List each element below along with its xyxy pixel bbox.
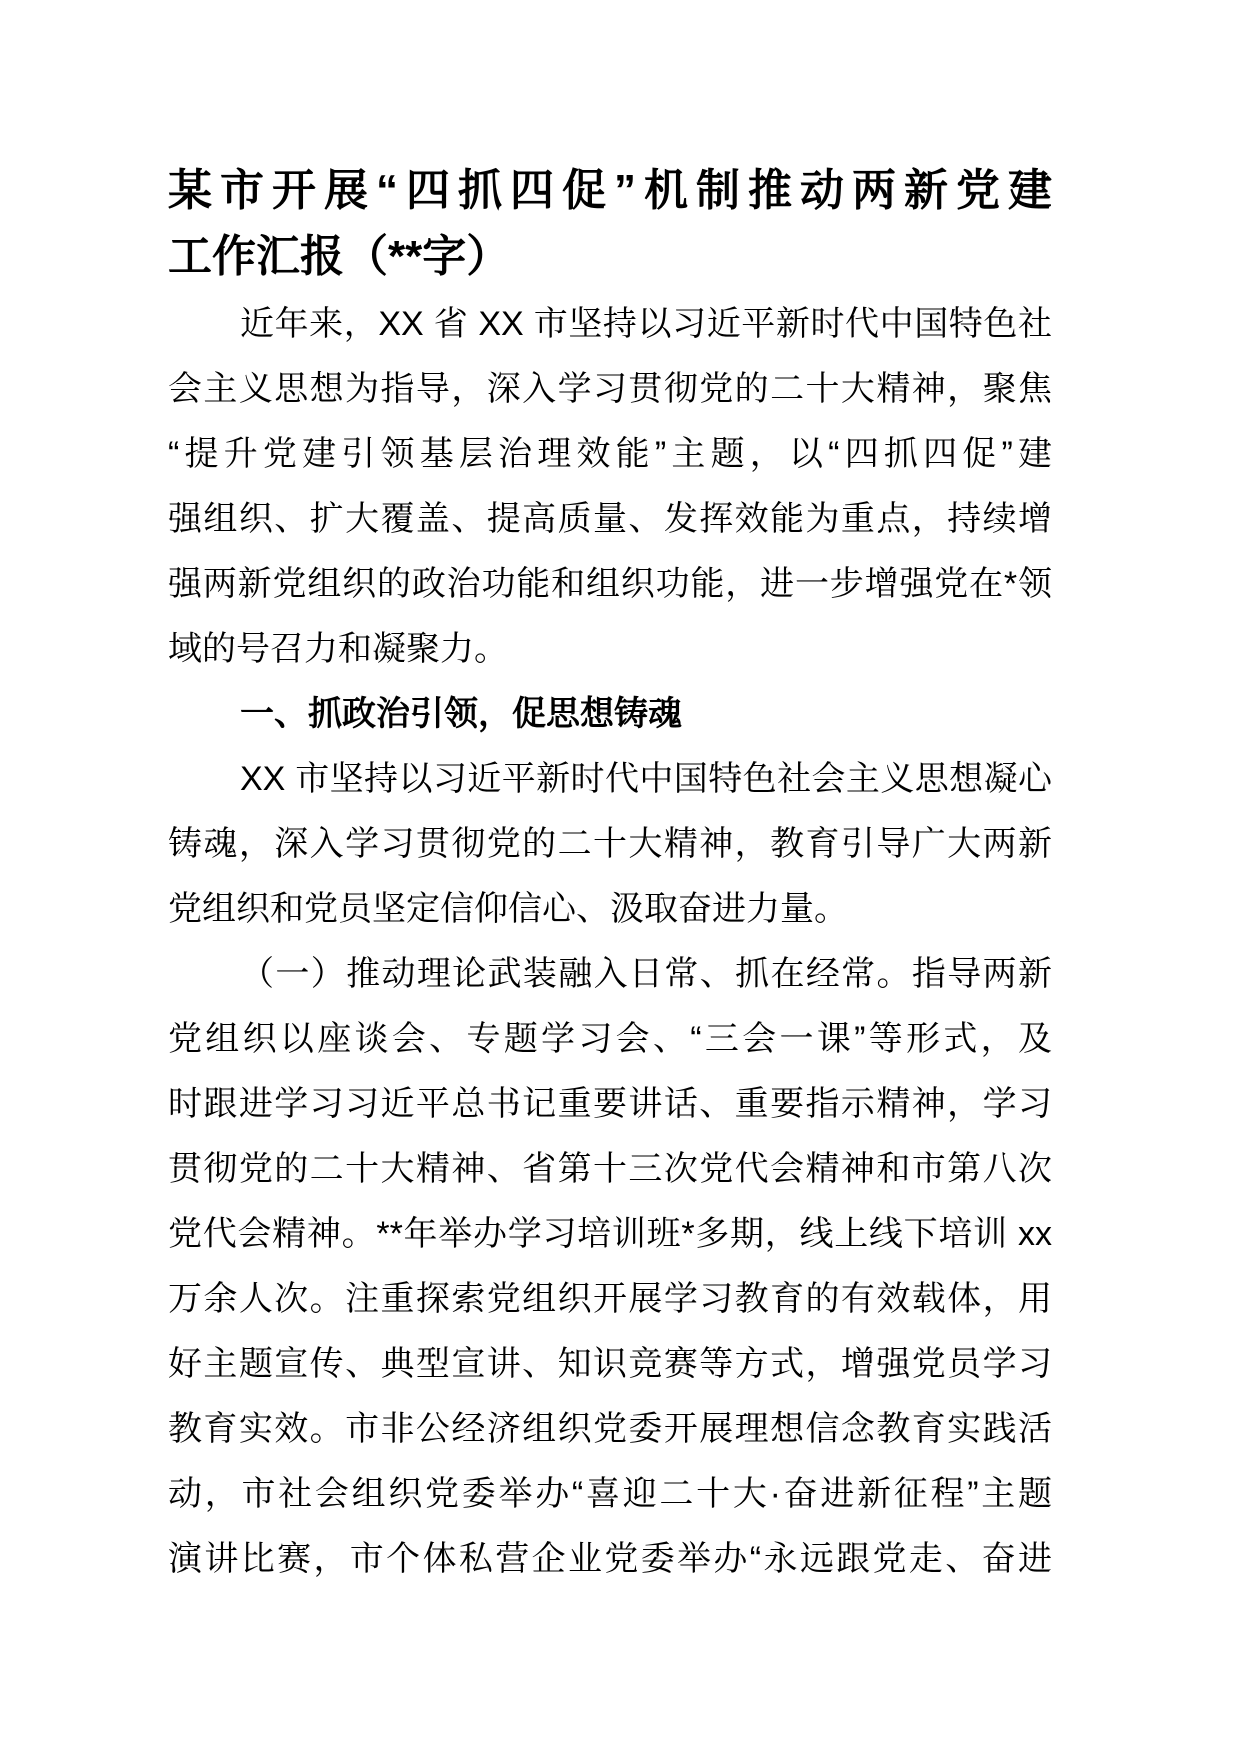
title-line: 某市开展“四抓四促”机制推动两新党建 [168,166,1052,215]
text-line: （一）推动理论武装融入日常、抓在经常。指导两新 [240,955,1052,993]
text-line: 强两新党组织的政治功能和组织功能，进一步增强党在*领 [168,565,1052,603]
text-line: 演讲比赛，市个体私营企业党委举办“永远跟党走、奋进 [168,1540,1052,1578]
text-line: 万余人次。注重探索党组织开展学习教育的有效载体，用 [168,1280,1052,1318]
text-line: 党代会精神。**年举办学习培训班*多期，线上线下培训 xx [168,1215,1052,1253]
text-line: 动，市社会组织党委举办“喜迎二十大·奋进新征程”主题 [168,1475,1052,1513]
text-line: XX 市坚持以习近平新时代中国特色社会主义思想凝心 [240,760,1052,798]
text-line: 时跟进学习习近平总书记重要讲话、重要指示精神，学习 [168,1085,1052,1123]
text-line: 近年来，XX 省 XX 市坚持以习近平新时代中国特色社 [240,305,1052,343]
text-line: 域的号召力和凝聚力。 [168,630,508,668]
text-line: 党组织和党员坚定信仰信心、汲取奋进力量。 [168,890,848,928]
text-line: 党组织以座谈会、专题学习会、“三会一课”等形式，及 [168,1020,1052,1058]
text-line: 贯彻党的二十大精神、省第十三次党代会精神和市第八次 [168,1150,1052,1188]
title-line: 工作汇报（**字） [168,232,511,281]
document-title [168,158,1052,290]
text-line: “提升党建引领基层治理效能”主题，以“四抓四促”建 [168,435,1052,473]
section-heading: 一、抓政治引领，促思想铸魂 [240,695,682,733]
text-line: 会主义思想为指导，深入学习贯彻党的二十大精神，聚焦 [168,370,1052,408]
text-line: 教育实效。市非公经济组织党委开展理想信念教育实践活 [168,1410,1052,1448]
text-line: 好主题宣传、典型宣讲、知识竞赛等方式，增强党员学习 [168,1345,1052,1383]
text-line: 铸魂，深入学习贯彻党的二十大精神，教育引导广大两新 [168,825,1052,863]
text-line: 强组织、扩大覆盖、提高质量、发挥效能为重点，持续增 [168,500,1052,538]
document-body [168,292,1052,1592]
document-content [168,158,1052,1592]
